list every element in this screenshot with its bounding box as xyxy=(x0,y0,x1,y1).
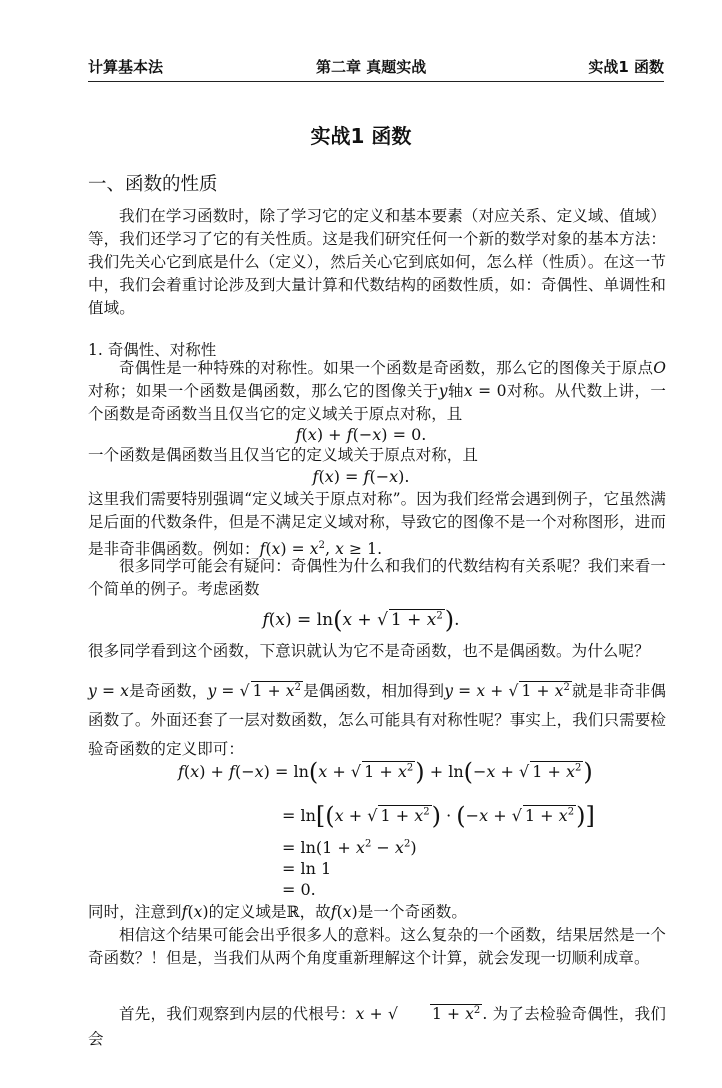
derivation-line-3: = $\ln(1 + x^2 - x^2)$ xyxy=(282,838,417,857)
composition-paragraph: y = x是奇函数，y = √ $1 + x^2$ 是偶函数，相加得到y = x + √ $1 + x^2$ 就是非奇非偶函数了。外面还套了一层对数函数，怎么可能具有对称性呢？事实上，我们只需要检验奇函数的定义即可： xyxy=(88,682,666,759)
running-header xyxy=(88,56,664,78)
intro-paragraph: 我们在学习函数时，除了学习它的定义和基本要素（对应关系、定义域、值域）等，我们还学习了它的有关性质。这是我们研究任何一个新的数学对象的基本方法：我们先关心它到底是什么（定义），然后关心它到底如何，怎么样（性质）。在这一节中，我们会着重讨论涉及到大量计算和代数结构的函数性质，如：奇偶性、单调性和值域。 xyxy=(88,207,666,317)
header-left: 计算基本法 xyxy=(88,58,164,76)
subsection-title: 1. 奇偶性、对称性 xyxy=(88,341,217,359)
even-definition-text: 一个函数是偶函数当且仅当它的定义域关于原点对称，且 xyxy=(88,446,479,464)
derivation-line-5: = 0. xyxy=(282,880,316,899)
derivation-line-4: = ln 1 xyxy=(282,859,332,878)
section-title: 一、函数的性质 xyxy=(88,174,218,195)
chapter-title: 实战1 函数 xyxy=(310,124,412,148)
derivation-line-1: f(x) + f(−x) = ln(x + √ $1 + x^2) + \ln(-x$ + √ $1 + x^2$) xyxy=(178,758,593,786)
even-condition-equation: f(x) = f(−x). xyxy=(312,467,410,486)
example-function-equation: f(x) = ln(x + √ $1 + x^2$). xyxy=(262,606,460,634)
header-right: 实战1 函数 xyxy=(588,58,664,76)
header-center: 第二章 真题实战 xyxy=(316,58,427,76)
surprise-paragraph: 相信这个结果可能会出乎很多人的意料。这么复杂的一个函数，结果居然是一个奇函数？！但是，当我们从两个角度重新理解这个计算，就会发现一切顺利成章。 xyxy=(88,926,666,967)
question-paragraph: 很多同学可能会有疑问：奇偶性为什么和我们的代数结构有关系呢？我们来看一个简单的例子。考虑函数 xyxy=(88,557,666,598)
conclusion-text: 同时，注意到f(x)的定义域是ℝ，故f(x)是一个奇函数。 xyxy=(88,903,467,921)
derivation-line-2: = ln[(x + √ $1 + x^2) \cdot (-x$ + √ $1 + x^2$)] xyxy=(282,802,595,830)
header-rule xyxy=(88,81,664,82)
intuition-paragraph: 很多同学看到这个函数，下意识就认为它不是奇函数，也不是偶函数。为什么呢？ xyxy=(88,642,650,660)
domain-emphasis-paragraph: 这里我们需要特别强调“定义域关于原点对称”。因为我们经常会遇到例子，它虽然满足后面的代数条件，但是不满足定义域对称，导致它的图像不是一个对称图形，进而是非奇非偶函数。例如：$f(x) = x^2$, x ≥ 1. xyxy=(88,490,666,559)
parity-paragraph: 奇偶性是一种特殊的对称性。如果一个函数是奇函数，那么它的图像关于原点O对称；如果一个函数是偶函数，那么它的图像关于y轴x = 0对称。从代数上讲，一个函数是奇函数当且仅当它的定义域关于原点对称，且 xyxy=(88,359,666,423)
inner-radical-paragraph: 首先，我们观察到内层的代根号：x + √ $1 + x^2$ . 为了去检验奇偶性，我们会 xyxy=(88,1005,666,1049)
odd-condition-equation: f(x) + f(−x) = 0. xyxy=(295,425,427,444)
